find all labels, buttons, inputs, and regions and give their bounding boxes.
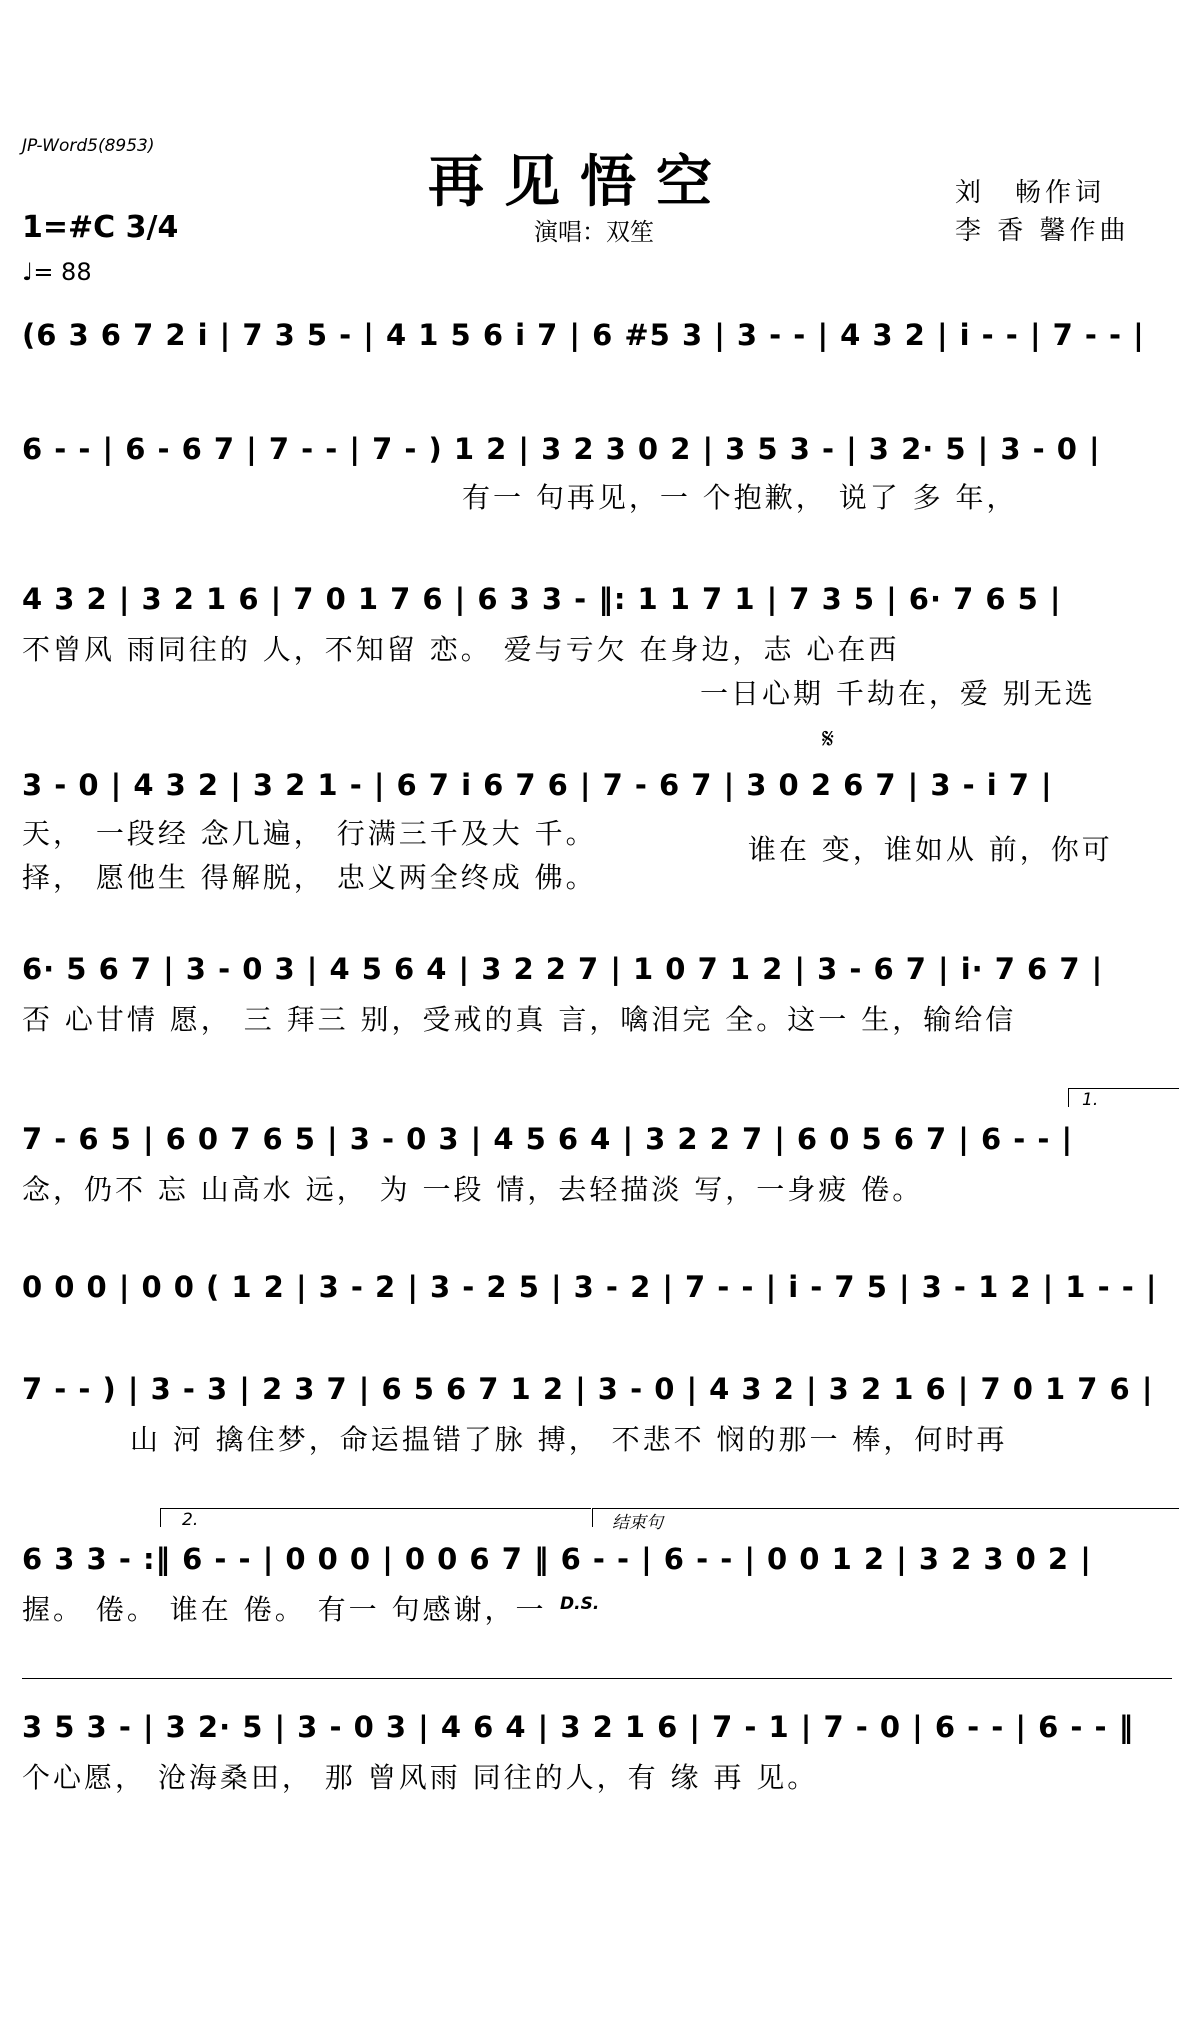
notation-row-2: 6 - - | 6 - 6 7 | 7 - - | 7 - ) 1 2 | 3 2 3 0 2 | 3 5 3 - | 3 2· 5 | 3 - 0 | xyxy=(22,432,1101,466)
lyrics-row-6: 念，仍不 忘 山高水 远， 为 一段 情，去轻描淡 写，一身疲 倦。 xyxy=(22,1173,924,1206)
first-ending-label: 1. xyxy=(1082,1090,1099,1110)
lyrics-row-3-verse-2: 一日心期 千劫在，爱 别无选 xyxy=(700,677,1096,710)
notation-row-8: 7 - - ) | 3 - 3 | 2 3 7 | 6 5 6 7 1 2 | 3 - 0 | 4 3 2 | 3 2 1 6 | 7 0 1 7 6 | xyxy=(22,1372,1154,1406)
lyrics-row-10: 个心愿， 沧海桑田， 那 曾风雨 同往的人，有 缘 再 见。 xyxy=(22,1761,819,1794)
lyrics-row-4: 天， 一段经 念几遍， 行满三千及大 千。 xyxy=(22,817,597,850)
notation-row-7: 0 0 0 | 0 0 ( 1 2 | 3 - 2 | 3 - 2 5 | 3 - 2 | 7 - - | i - 7 5 | 3 - 1 2 | 1 - - | xyxy=(22,1270,1158,1304)
notation-row-4: 3 - 0 | 4 3 2 | 3 2 1 - | 6 7 i 6 7 6 | 7 - 6 7 | 3 0 2 6 7 | 3 - i 7 | xyxy=(22,768,1053,802)
second-ending-label: 2. xyxy=(182,1510,199,1530)
lyrics-row-3: 不曾风 雨同往的 人，不知留 恋。 爱与亏欠 在身边，志 心在西 xyxy=(22,633,900,666)
notation-row-5: 6· 5 6 7 | 3 - 0 3 | 4 5 6 4 | 3 2 2 7 | 1 0 7 1 2 | 3 - 6 7 | i· 7 6 7 | xyxy=(22,952,1104,986)
lyrics-row-4-chorus: 谁在 变，谁如从 前，你可 xyxy=(748,833,1113,866)
notation-row-10: 3 5 3 - | 3 2· 5 | 3 - 0 3 | 4 6 4 | 3 2 1 6 | 7 - 1 | 7 - 0 | 6 - - | 6 - - ‖ xyxy=(22,1710,1135,1744)
coda-bracket xyxy=(592,1508,1179,1527)
dal-segno-mark: D.S. xyxy=(560,1594,600,1614)
notation-row-1: (6 3 6 7 2 i | 7 3 5 - | 4 1 5 6 i 7 | 6 #5 3 | 3 - - | 4 3 2 | i - - | 7 - - | xyxy=(22,318,1145,352)
lyricist-credit: 刘 畅作词 xyxy=(955,178,1106,208)
composer-credit: 李 香 馨作曲 xyxy=(955,216,1130,246)
notation-row-6: 7 - 6 5 | 6 0 7 6 5 | 3 - 0 3 | 4 5 6 4 | 3 2 2 7 | 6 0 5 6 7 | 6 - - | xyxy=(22,1122,1074,1156)
coda-label: 结束句 xyxy=(612,1513,663,1533)
notation-row-3: 4 3 2 | 3 2 1 6 | 7 0 1 7 6 | 6 3 3 - ‖: 1 1 7 1 | 7 3 5 | 6· 7 6 5 | xyxy=(22,582,1062,616)
tempo-marking: ♩= 88 xyxy=(22,258,92,286)
segno-sign: 𝄋 xyxy=(822,722,835,755)
notation-row-9: 6 3 3 - :‖ 6 - - | 0 0 0 | 0 0 6 7 ‖ 6 - - | 6 - - | 0 0 1 2 | 3 2 3 0 2 | xyxy=(22,1542,1092,1576)
lyrics-row-5: 否 心甘情 愿， 三 拜三 别，受戒的真 言，噙泪完 全。这一 生，输给信 xyxy=(22,1003,1017,1036)
second-ending-bracket xyxy=(160,1508,591,1527)
final-line-bracket xyxy=(22,1678,1172,1697)
lyrics-row-8: 山 河 擒住梦，命运揾错了脉 搏， 不悲不 悯的那一 棒，何时再 xyxy=(130,1423,1008,1456)
source-label: JP-Word5(8953) xyxy=(22,136,155,156)
page-title: 再见悟空 xyxy=(428,149,732,215)
singer-credit: 演唱：双笙 xyxy=(534,218,654,246)
lyrics-row-2: 有一 句再见，一 个抱歉， 说了 多 年， xyxy=(462,481,1018,514)
lyrics-row-9: 握。 倦。 谁在 倦。 有一 句感谢，一 xyxy=(22,1593,547,1626)
key-signature: 1=#C 3/4 xyxy=(22,210,179,245)
lyrics-row-4-verse-2: 择， 愿他生 得解脱， 忠义两全终成 佛。 xyxy=(22,861,597,894)
